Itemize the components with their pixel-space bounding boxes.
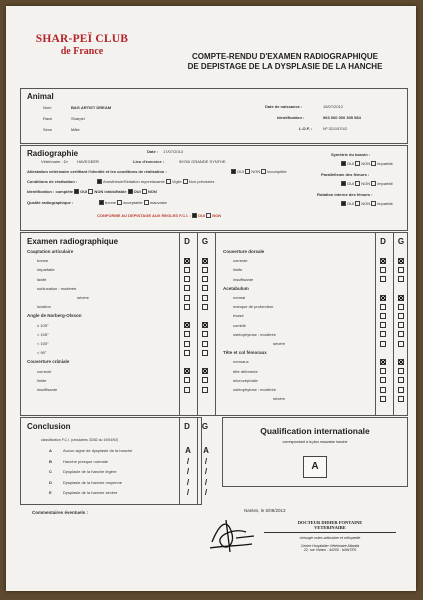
exam-g-checkbox[interactable] [202,341,208,347]
conclusion-g-value: / [204,456,208,466]
exam-d-checkbox[interactable] [380,322,386,328]
exam-g-checkbox[interactable] [202,295,208,301]
parallel-non-checkbox[interactable] [355,181,360,186]
exam-d-checkbox[interactable] [380,359,386,365]
quality-label: Qualité radiographique : [27,200,74,205]
imparfait-text: imparfait [377,201,393,206]
dob-value: 15/07/2012 [323,104,344,109]
parallel-imparfait-checkbox[interactable] [371,181,376,186]
exam-item-label: normaux [233,359,249,365]
exam-g-checkbox[interactable] [398,258,404,264]
right-col-g-header: G [397,237,405,246]
divider [179,233,180,415]
place-label: Lieu d'exercice : [133,159,165,164]
exam-d-checkbox[interactable] [184,322,190,328]
quality-options [99,200,167,205]
rotation-non-checkbox[interactable] [355,201,360,206]
exam-group-heading: Angle de Norberg-Olsson [27,313,82,319]
exam-group-heading: Tête et col fémoraux [223,350,267,356]
signature-image [202,512,262,558]
divider [215,233,216,415]
conclusion-heading: Conclusion [27,422,71,431]
exam-d-checkbox[interactable] [380,313,386,319]
bad-text: mauvaise [149,200,167,205]
grade-letter: A [49,448,52,453]
symmetry-options [341,161,393,166]
exam-d-checkbox[interactable] [380,387,386,393]
divider [197,418,198,504]
exam-g-checkbox[interactable] [398,322,404,328]
symmetry-label: Symétrie du bassin : [331,152,371,157]
conform-oui-checkbox[interactable] [192,213,197,218]
date-label: Date : [147,149,159,154]
acceptable-text: acceptable [123,200,143,205]
exam-item-label: sévère [273,396,286,402]
exam-item-label: limite [37,377,47,383]
exam-g-checkbox[interactable] [398,377,404,383]
imparfait-text: imparfait [377,181,393,186]
exam-item-label: insuffisante [233,276,254,282]
rotation-label: Rotation interne des fémurs : [317,192,373,197]
exam-item-label: normal [233,295,246,300]
identification-label: Identification : [277,115,305,120]
exam-item-label: ostéophytose : modérée [233,387,276,392]
conclusion-g-value: A [203,446,209,455]
non-text: NON [251,169,261,174]
left-col-g-header: G [201,237,209,246]
report-page [6,6,416,591]
conclusion-d-value: / [186,477,190,487]
exam-d-checkbox[interactable] [184,276,190,282]
exam-g-checkbox[interactable] [398,331,404,337]
exam-d-checkbox[interactable] [380,368,386,374]
exam-item-label: luxation [37,304,51,310]
exam-d-checkbox[interactable] [380,304,386,310]
parallel-oui-checkbox[interactable] [341,181,346,186]
exam-item-label: sévère [77,295,90,300]
conclusion-section [20,417,209,505]
grade-description: Aucun signe de dysplasie de la hanche [63,448,133,453]
identification-value: 963 000 000 305 584 [323,115,361,120]
grade-description: Hanche presque normale [63,458,108,464]
exam-d-checkbox[interactable] [184,377,190,383]
comments-label: Commentaires éventuels : [32,510,89,515]
exam-d-checkbox[interactable] [184,295,190,301]
exam-d-checkbox[interactable] [184,387,190,393]
exam-g-checkbox[interactable] [398,276,404,282]
exam-item-label: ≥ 105° [37,322,49,328]
identification-check-label [27,189,157,194]
sex-label: Sexe [43,127,53,132]
exam-g-checkbox[interactable] [202,377,208,383]
exam-d-checkbox[interactable] [184,341,190,347]
symmetry-imparfait-checkbox[interactable] [371,161,376,166]
name-value: B&G ARTIST DREAM [71,105,112,110]
conclusion-d-header: D [184,422,190,431]
conform-non-checkbox[interactable] [206,213,211,218]
grade-description: Dysplasie de la hanche moyenne [63,479,122,485]
exam-group-heading: Couverture dorsale [223,249,265,254]
qualification-section [222,417,408,487]
exam-g-checkbox[interactable] [202,350,208,356]
exam-d-checkbox[interactable] [380,331,386,337]
exam-item-label: imparfaite [37,267,55,273]
conclusion-g-value: / [204,477,208,487]
exam-d-checkbox[interactable] [184,304,190,310]
divider [375,233,376,415]
conclusion-g-value: / [204,488,208,497]
exam-g-checkbox[interactable] [202,331,208,337]
exam-item-label: tête déformée [233,368,258,374]
identification-text: Identification : [27,189,55,194]
complete-text: complète [55,189,74,194]
exam-d-checkbox[interactable] [380,258,386,264]
oui-text: OUI [347,181,355,186]
conditions-options [97,179,214,184]
complete-non-checkbox[interactable] [88,189,93,194]
symmetry-non-checkbox[interactable] [355,161,360,166]
good-text: bonne [105,200,117,205]
exam-g-checkbox[interactable] [398,267,404,273]
exam-g-checkbox[interactable] [202,322,208,328]
divider [197,233,198,415]
attestation-oui-checkbox[interactable] [231,169,236,174]
qualification-subtitle: correspondant à la plus mauvaise hanche [282,440,348,444]
vet-value: HAVEGEER [77,159,99,164]
exam-g-checkbox[interactable] [202,304,208,310]
vigile-checkbox[interactable] [166,179,171,184]
not-specified-text: Non précisées [188,179,215,184]
qualification-grade: A [303,456,327,478]
radiography-section [20,145,408,231]
place-date: Nantes, le 5/08/2013 [244,508,286,513]
non-text: NON [147,189,157,194]
exam-g-checkbox[interactable] [398,396,404,402]
non-text: NON [361,201,371,206]
symmetry-oui-checkbox[interactable] [341,161,346,166]
date-value: 17/07/2013 [163,149,184,154]
stamp-line-4: Centre Hospitalier Vétérinaire Atlantia [300,544,360,548]
club-name: SHAR-PEÏ CLUB [35,33,129,45]
oui-text: OUI [237,169,245,174]
unfalsifiable-text: infalsifiable [104,189,127,194]
exam-d-checkbox[interactable] [184,267,190,273]
grade-letter: E [49,490,52,495]
sex-value: Mâle [71,127,80,132]
exam-g-checkbox[interactable] [202,368,208,374]
exam-item-label: limite [233,267,243,273]
attestation-non-checkbox[interactable] [245,169,250,174]
conditions-label: Conditions de réalisation : [27,179,78,184]
exam-item-label: laxité [37,276,47,282]
qualification-title: Qualification internationale [260,426,370,436]
exam-group-heading: Acetabulum [223,285,249,291]
animal-heading: Animal [27,92,54,101]
exam-d-checkbox[interactable] [380,377,386,383]
oui-text: OUI [347,201,355,206]
oui-text: OUI [133,189,141,194]
exam-g-checkbox[interactable] [202,267,208,273]
quality-acceptable-checkbox[interactable] [117,200,122,205]
exam-d-checkbox[interactable] [184,258,190,264]
exam-section [20,232,408,416]
right-col-d-header: D [380,237,386,246]
exam-item-label: sévère [273,341,286,346]
exam-item-label: correcte [233,258,248,264]
grade-letter: D [49,479,52,485]
vet-label: Vétérinaire : Dr [41,159,68,164]
exam-item-label: insuffisante [37,387,58,392]
vigile-text: Vigile [171,179,182,184]
exam-heading: Examen radiographique [27,237,119,246]
conclusion-d-value: / [186,488,190,497]
exam-group-heading: Couverture crâniale [27,359,70,365]
exam-item-label: correcte [37,368,52,374]
exam-d-checkbox[interactable] [380,341,386,347]
exam-d-checkbox[interactable] [380,295,386,301]
stamp-line-3: chirurgie ostéo-articulaire et orthopédie [299,536,361,540]
fci-classification: classification F.C.I. (circulaires 33/82 du 19/04/92) [41,438,119,442]
exam-item-label: bonne [37,258,49,264]
rotation-oui-checkbox[interactable] [341,201,346,206]
exam-g-checkbox[interactable] [398,359,404,365]
exam-g-checkbox[interactable] [398,387,404,393]
exam-d-checkbox[interactable] [380,396,386,402]
report-title [156,52,414,72]
grade-description: Dysplasie de la hanche sévère [63,490,118,495]
attestation-incomplete-checkbox[interactable] [261,169,266,174]
dob-label: Date de naissance : [265,104,303,109]
conclusion-g-header: G [201,422,209,431]
exam-d-checkbox[interactable] [184,285,190,291]
exam-item-label: évasé [233,313,244,319]
exam-d-checkbox[interactable] [380,267,386,273]
exam-group-heading: Coaptation articulaire [27,249,74,254]
exam-g-checkbox[interactable] [202,285,208,291]
not-specified-checkbox[interactable] [183,179,188,184]
stamp-line-1: DOCTEUR DIDIER FONTAINE [297,520,363,525]
animal-section [20,88,408,144]
exam-g-checkbox[interactable] [202,258,208,264]
non-text: NON [94,189,104,194]
exam-g-checkbox[interactable] [202,387,208,393]
breed-label: Race [43,116,53,121]
rotation-imparfait-checkbox[interactable] [371,201,376,206]
rotation-options [341,201,393,206]
lof-value: Nº 3211570/2 [323,126,348,131]
exam-item-label: subluxation : modérée [37,285,77,291]
oui-text: OUI [347,161,355,166]
imparfait-text: imparfait [377,161,393,166]
left-col-d-header: D [184,237,190,246]
conclusion-d-value: / [186,467,190,476]
conclusion-d-value: A [185,446,191,455]
name-label: Nom [43,105,52,110]
incomplete-text: incomplète [267,169,287,174]
title-line-2: DE DEPISTAGE DE LA DYSPLASIE DE LA HANCHE [187,62,383,71]
radiography-heading: Radiographie [27,149,79,158]
club-country: de France [60,46,104,57]
exam-item-label: comblé [233,322,246,328]
exam-d-checkbox[interactable] [184,368,190,374]
exam-g-checkbox[interactable] [202,276,208,282]
grade-letter: B [49,458,52,464]
place-value: 59760 GRANDE SYNTHE [179,159,226,164]
grade-description: Dysplasie de la hanche légère [63,469,117,474]
attestation-label: Attestation vétérinaire certifiant l'identité et les conditions de réalisation : [27,169,167,174]
non-text: NON [361,161,371,166]
attestation-options [231,169,287,174]
exam-g-checkbox[interactable] [398,368,404,374]
lof-label: L.O.F. : [299,126,313,131]
exam-item-label: < 90° [37,350,47,356]
exam-item-label: microcéphalie [233,377,258,383]
non-text: NON [361,181,371,186]
stamp-line-2: VETERINAIRE [264,525,396,533]
exam-d-checkbox[interactable] [184,350,190,356]
parallel-options [341,181,393,186]
exam-item-label: < 100° [37,341,49,346]
grade-letter: C [49,469,52,474]
fci-conformity [97,213,221,218]
exam-d-checkbox[interactable] [380,276,386,282]
exam-g-checkbox[interactable] [398,313,404,319]
stamp-line-5: 22, rue Viviani - 44200 - NANTES [303,548,357,552]
exam-g-checkbox[interactable] [398,304,404,310]
exam-item-label: < 105° [37,331,49,337]
divider [179,418,180,504]
oui-text: OUI [197,213,206,218]
title-line-1: COMPTE-RENDU D'EXAMEN RADIOGRAPHIQUE [192,52,378,61]
complete-oui-checkbox[interactable] [74,189,79,194]
unfalsifiable-non-checkbox[interactable] [142,189,147,194]
conclusion-d-value: / [186,456,190,466]
veterinarian-stamp [264,520,396,564]
non-text: NON [212,213,222,218]
oui-text: OUI [80,189,88,194]
exam-item-label: manque de profondeur [233,304,274,310]
anesthesia-text: Anesthésie/Sédation myorelaxante [103,179,165,184]
exam-item-label: ostéophytose : modérée [233,331,276,337]
exam-g-checkbox[interactable] [398,341,404,347]
divider [393,233,394,415]
anesthesia-checkbox[interactable] [97,179,102,184]
quality-good-checkbox[interactable] [99,200,104,205]
conclusion-g-value: / [204,467,208,476]
parallel-label: Parallélisme des fémurs : [321,172,370,177]
exam-d-checkbox[interactable] [184,331,190,337]
club-logo-text [22,33,142,57]
quality-bad-checkbox[interactable] [144,200,149,205]
exam-g-checkbox[interactable] [398,295,404,301]
breed-value: Sharpei [71,116,85,121]
unfalsifiable-oui-checkbox[interactable] [128,189,133,194]
conformity-text: CONFORME AU DEPISTAGE AUX REGLES F.C.I. : [97,213,191,218]
